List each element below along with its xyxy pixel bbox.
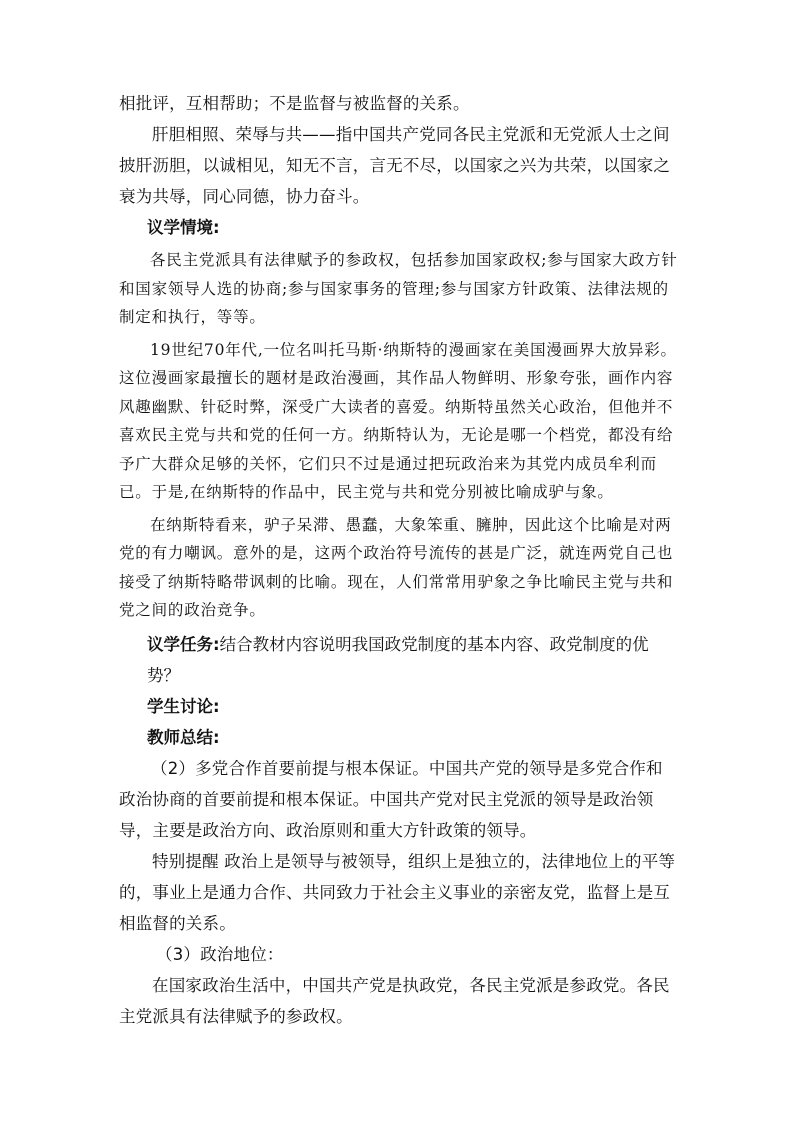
paragraph-political-status: 在国家政治生活中，中国共产党是执政党，各民主党派是参政党。各民主党派具有法律赋予的参政权。 — [119, 975, 670, 1026]
heading-task-label: 议学任务: — [147, 634, 220, 654]
summary-item-2: （2）多党合作首要前提与根本保证。中国共产党的领导是多党合作和政治协商的首要前提和根本保证。中国共产党对民主党派的领导是政治领导，主要是政治方向、政治原则和重大方针政策的领导。 — [119, 758, 663, 840]
situation-paragraph-nast: 19世纪70年代,一位名叫托马斯·纳斯特的漫画家在美国漫画界大放异彩。这位漫画家最擅长的题材是政治漫画，其作品人物鲜明、形象夸张，画作内容风趣幽默、针砭时弊，深受广大读者的喜爱。纳斯特虽然关心政治，但他并不喜欢民主党与共和党的任何一方。纳斯特认为，无论是哪一个档党，都没有给予广大群众足够的关怀，它们只不过是通过把玩政治来为其党内成员牟利而已。于是,在纳斯特的作品中，民主党与共和党分别被比喻成驴与象。 — [119, 340, 677, 501]
heading-task — [119, 629, 679, 691]
heading-situation: 议学情境: — [147, 218, 220, 237]
heading-summary: 教师总结: — [147, 727, 220, 747]
heading-discussion: 学生讨论: — [147, 696, 220, 716]
paragraph-relation-end: 相批评，互相帮助；不是监督与被监督的关系。 — [119, 94, 470, 113]
special-reminder: 特别提醒 政治上是领导与被领导，组织上是独立的，法律地位上的平等的，事业上是通力合作、共同致力于社会主义事业的亲密友党，监督上是互相监督的关系。 — [119, 851, 676, 933]
situation-paragraph-rights: 各民主党派具有法律赋予的参政权，包括参加国家政权;参与国家大政方针和国家领导人选的协商;参与国家事务的管理;参与国家方针政策、法律法规的制定和执行，等等。 — [119, 251, 678, 326]
summary-item-3: （3）政治地位： — [156, 944, 284, 964]
document-body — [119, 88, 679, 1032]
situation-paragraph-metaphor: 在纳斯特看来，驴子呆滞、愚蠢，大象笨重、臃肿，因此这个比喻是对两党的有力嘲讽。意外的是，这两个政治符号流传的甚是广泛，就连两党自己也接受了纳斯特略带讽刺的比喻。现在，人们常常用驴象之争比喻民主党与共和党之间的政治竞争。 — [119, 515, 674, 619]
paragraph-gandan: 肝胆相照、荣辱与共——指中国共产党同各民主党派和无党派人士之间披肝沥胆，以诚相见，知无不言，言无不尽，以国家之兴为共荣，以国家之衰为共辱，同心同德，协力奋斗。 — [119, 125, 671, 206]
task-text: 结合教材内容说明我国政党制度的基本内容、政党制度的优势？ — [147, 634, 649, 685]
